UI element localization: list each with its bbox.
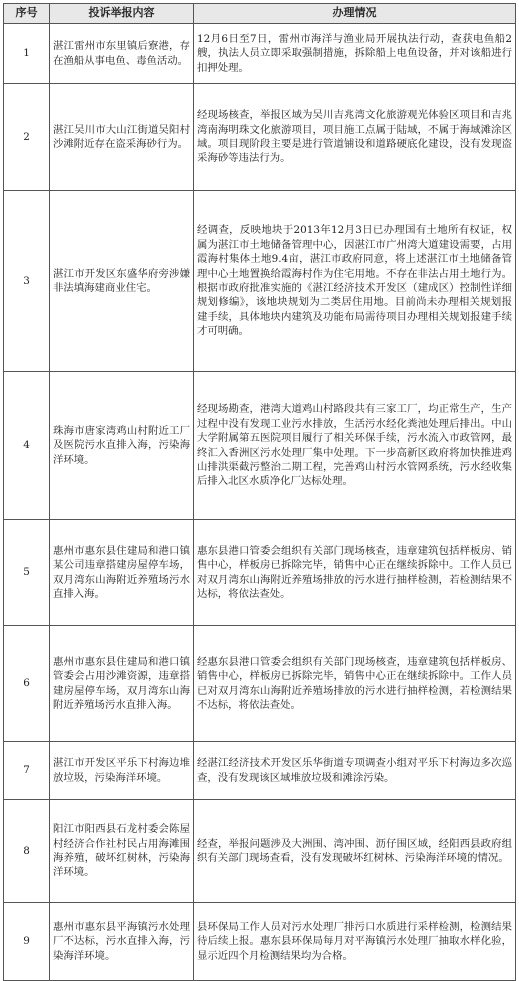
table-row [4, 626, 516, 742]
table-row [4, 84, 516, 191]
table-row [4, 800, 516, 903]
row-number: 1 [4, 24, 50, 84]
row-number: 7 [4, 742, 50, 800]
handling-result: 经湛江经济技术开发区乐华街道专项调查小组对平乐下村海边多次巡查，没有发现该区域堆放垃圾和滩涂污染。 [194, 742, 516, 800]
row-number: 4 [4, 372, 50, 520]
table-row [4, 903, 516, 981]
row-number: 6 [4, 626, 50, 742]
complaint-content: 惠州市惠东县住建局和港口镇某公司违章搭建房屋停车场，双月湾东山海附近养殖场污水直排入海。 [50, 520, 194, 626]
complaint-content: 湛江市开发区平乐下村海边堆放垃圾，污染海洋环境。 [50, 742, 194, 800]
complaint-content: 珠海市唐家湾鸡山村附近工厂及医院污水直排入海，污染海洋环境。 [50, 372, 194, 520]
handling-result: 经查，举报问题涉及大洲围、湾冲围、沥仔围区域，经阳西县政府组织有关部门现场查看，没有发现破坏红树林、污染海洋环境的情况。 [194, 800, 516, 903]
table-row [4, 191, 516, 372]
complaint-content: 惠州市惠东县平海镇污水处理厂不达标，污水直排入海，污染海洋环境。 [50, 903, 194, 981]
table-header-row [4, 4, 516, 24]
table-row [4, 742, 516, 800]
row-number: 2 [4, 84, 50, 191]
row-number: 5 [4, 520, 50, 626]
handling-result: 经现场核查，举报区域为吴川吉兆湾文化旅游观光体验区项目和吉兆湾南海明珠文化旅游项目，项目施工点属于陆域，不属于海域滩涂区域。项目现阶段主要是进行管道铺设和道路硬底化建设，没有发现盗采海砂等违法行为。 [194, 84, 516, 191]
handling-result: 经调查，反映地块于2013年12月3日已办理国有土地所有权证，权属为湛江市土地储备管理中心，因湛江市广州湾大道建设需要，占用霞海村集体土地9.4亩，湛江市政府同意，将上述湛江市土地储备管理中心土地置换给霞海村作为住宅用地。不存在非法占用土地行为。根据市政府批准实施的《湛江经济技术开发区（建成区）控制性详细规划修编》，该地块规划为二类居住用地。目前尚未办理相关规划报建手续，具体地块内建筑及功能布局需待项目办理相关规划报建手续才可明确。 [194, 191, 516, 372]
table-row [4, 24, 516, 84]
handling-result: 县环保局工作人员对污水处理厂排污口水质进行采样检测，检测结果待后续上报。惠东县环保局每月对平海镇污水处理厂抽取水样化验，显示近四个月检测结果均为合格。 [194, 903, 516, 981]
row-number: 8 [4, 800, 50, 903]
complaint-content: 湛江吴川市大山江街道吴阳村沙滩附近存在盗采海砂行为。 [50, 84, 194, 191]
row-number: 3 [4, 191, 50, 372]
complaint-table [3, 3, 516, 981]
complaint-content: 阳江市阳西县石龙村委会陈屋村经济合作社村民占用海滩围海养殖，破坏红树林，污染海洋环境。 [50, 800, 194, 903]
header-number: 序号 [4, 4, 50, 24]
handling-result: 惠东县港口管委会组织有关部门现场核查，违章建筑包括样板房、销售中心，样板房已拆除完毕，销售中心正在继续拆除中。工作人员已对双月湾东山海附近养殖场排放的污水进行抽样检测，若检测结果不达标，将依法查处。 [194, 520, 516, 626]
table-row [4, 520, 516, 626]
handling-result: 经惠东县港口管委会组织有关部门现场核查，违章建筑包括样板房、销售中心，样板房已拆除完毕，销售中心正在继续拆除中。工作人员已对双月湾东山海附近养殖场排放的污水进行抽样检测，若检测结果不达标，将依法查处。 [194, 626, 516, 742]
complaint-content: 湛江市开发区东盛华府旁涉嫌非法填海建商业住宅。 [50, 191, 194, 372]
table-row [4, 372, 516, 520]
row-number: 9 [4, 903, 50, 981]
header-result: 办理情况 [194, 4, 516, 24]
complaint-content: 湛江雷州市东里镇后寮港，存在渔船从事电鱼、毒鱼活动。 [50, 24, 194, 84]
handling-result: 经现场勘查，港湾大道鸡山村路段共有三家工厂，均正常生产，生产过程中没有发现工业污水排放，生活污水经化粪池处理后排出。中山大学附属第五医院项目履行了相关环保手续，污水流入市政管网，最终汇入香洲区污水处理厂集中处理。下一步高新区政府将加快推进鸡山排洪渠截污整治二期工程，完善鸡山村污水管网系统，污水经收集后排入北区水质净化厂达标处理。 [194, 372, 516, 520]
header-content: 投诉举报内容 [50, 4, 194, 24]
complaint-content: 惠州市惠东县住建局和港口镇管委会占用沙滩资源，违章搭建房屋停车场，双月湾东山海附近养殖场污水直排入海。 [50, 626, 194, 742]
handling-result: 12月6日至7日，雷州市海洋与渔业局开展执法行动，查获电鱼船2艘，执法人员立即采取强制措施，拆除船上电鱼设备，并对该船进行扣押处理。 [194, 24, 516, 84]
